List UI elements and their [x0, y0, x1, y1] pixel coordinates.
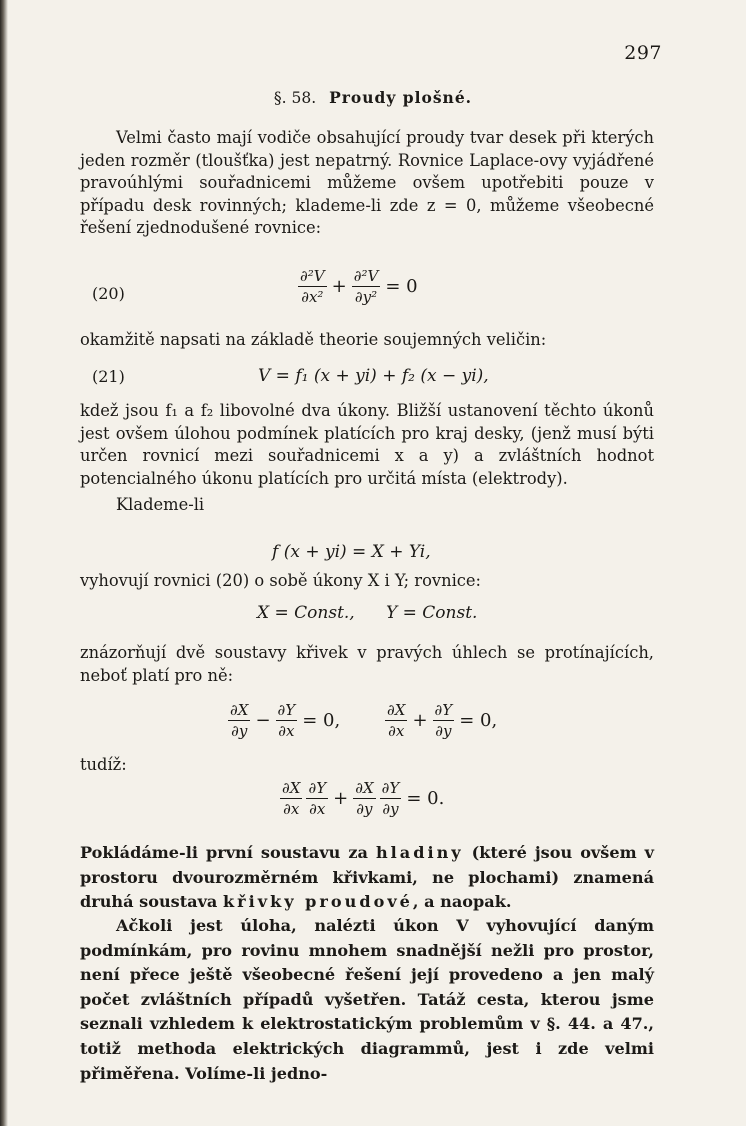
orth-plus: +: [333, 788, 349, 809]
section-title: Proudy plošné.: [329, 88, 473, 107]
equation-20-label: (20): [92, 284, 125, 303]
paragraph-vyhovuji: vyhovují rovnici (20) o sobě úkony X i Y; rovnice:: [80, 571, 482, 590]
equation-20: [296, 267, 421, 306]
equation-cauchy-riemann-2: [383, 701, 500, 740]
equation-21-label: (21): [92, 367, 125, 386]
cr2-denominator-2: ∂y: [435, 722, 452, 740]
term-krivky-proudove: křivky proudové: [222, 892, 413, 912]
paragraph-uloha: Ačkoli jest úloha, nalézti úkon V vyhovující daným podmínkám, pro rovinu mnohem snadnější nežli pro prostor, není přece ještě všeobecné řešení její provedeno a jen malý počet zvláštních případů vyšetřen. Tatáž cesta, kterou jsme seznali vzhledem k elektrostatickým problemům v §. 44. a 47., totiž methoda elektrických diagrammů, jest i zde velmi přiměřena. Volíme-li jedno-: [80, 916, 654, 1083]
equation-orthogonality: [278, 779, 447, 818]
cr2-numerator-1: ∂X: [387, 701, 406, 719]
cr1-minus: −: [255, 710, 271, 731]
eq20-term2-numerator: ∂²V: [353, 267, 379, 285]
paragraph-hladiny: [80, 841, 654, 915]
cr2-plus: +: [412, 710, 428, 731]
page-binding-shadow: [0, 0, 8, 1126]
eq20-rhs: = 0: [385, 276, 418, 297]
equation-f: f (x + yi) = X + Yi,: [272, 542, 431, 562]
paragraph-theory: okamžitě napsati na základě theorie soujemných veličin:: [80, 330, 547, 349]
orth-numerator-1: ∂X: [282, 779, 301, 797]
cr1-denominator-2: ∂x: [278, 722, 295, 740]
paragraph-klademe: Klademe-li: [116, 495, 205, 514]
equation-21: V = f₁ (x + yi) + f₂ (x − yi),: [258, 366, 489, 386]
paragraph-tudiz: tudíž:: [80, 755, 127, 774]
equation-y-const: Y = Const.: [386, 603, 478, 623]
eq20-term2-denominator: ∂y²: [354, 288, 378, 306]
hladiny-text-3: , a naopak.: [412, 892, 512, 912]
orth-denominator-3: ∂y: [356, 800, 373, 818]
orth-numerator-3: ∂X: [355, 779, 374, 797]
hladiny-text-2: (které jsou ovšem v prostoru dvourozměrném křivkami, ne plochami) znamená druhá soustava: [80, 843, 654, 912]
section-heading: [0, 88, 746, 107]
hladiny-text-1: Pokládáme-li první soustavu za: [80, 843, 376, 862]
orth-denominator-1: ∂x: [283, 800, 300, 818]
orth-numerator-2: ∂Y: [308, 779, 327, 797]
orth-denominator-4: ∂y: [382, 800, 399, 818]
paragraph-functions: kdež jsou f₁ a f₂ libovolné dva úkony. Bližší ustanovení těchto úkonů jest ovšem úlohou podmínek platících pro kraj desky, (jenž musí býti určen rovnicí mezi souřadnicemi x a y) a zvláštních hodnot potencialného úkonu platících pro určitá místa (elektrody).: [80, 401, 654, 488]
cr1-numerator-2: ∂Y: [277, 701, 296, 719]
cr2-denominator-1: ∂x: [388, 722, 405, 740]
cr2-rhs: = 0,: [459, 710, 498, 731]
section-number: §. 58.: [273, 89, 317, 107]
eq20-term1-numerator: ∂²V: [300, 267, 325, 285]
cr2-numerator-2: ∂Y: [434, 701, 453, 719]
eq20-term1-denominator: ∂x²: [301, 288, 324, 306]
term-hladiny: hladiny: [375, 843, 464, 862]
orth-numerator-4: ∂Y: [381, 779, 400, 797]
cr1-rhs: = 0,: [302, 710, 341, 731]
orth-denominator-2: ∂x: [309, 800, 326, 818]
cr1-denominator-1: ∂y: [231, 722, 248, 740]
eq20-plus: +: [331, 276, 347, 297]
orth-rhs: = 0.: [406, 788, 445, 809]
page-number: 297: [624, 42, 662, 64]
cr1-numerator-1: ∂X: [230, 701, 249, 719]
paragraph-intro: Velmi často mají vodiče obsahující proudy tvar desek při kterých jeden rozměr (tloušťka) jest nepatrný. Rovnice Laplace-ovy vyjádřené pravoúhlými souřadnicemi můžeme ovšem upotřebiti pouze v případu desk rovinných; klademe-li zde z = 0, můžeme všeobecné řešení zjednodušené rovnice:: [80, 128, 654, 238]
equation-x-const: X = Const.,: [257, 603, 355, 623]
equation-cauchy-riemann-1: [226, 701, 343, 740]
paragraph-soustavy: znázorňují dvě soustavy křivek v pravých úhlech se protínajících, neboť platí pro ně:: [80, 643, 654, 685]
